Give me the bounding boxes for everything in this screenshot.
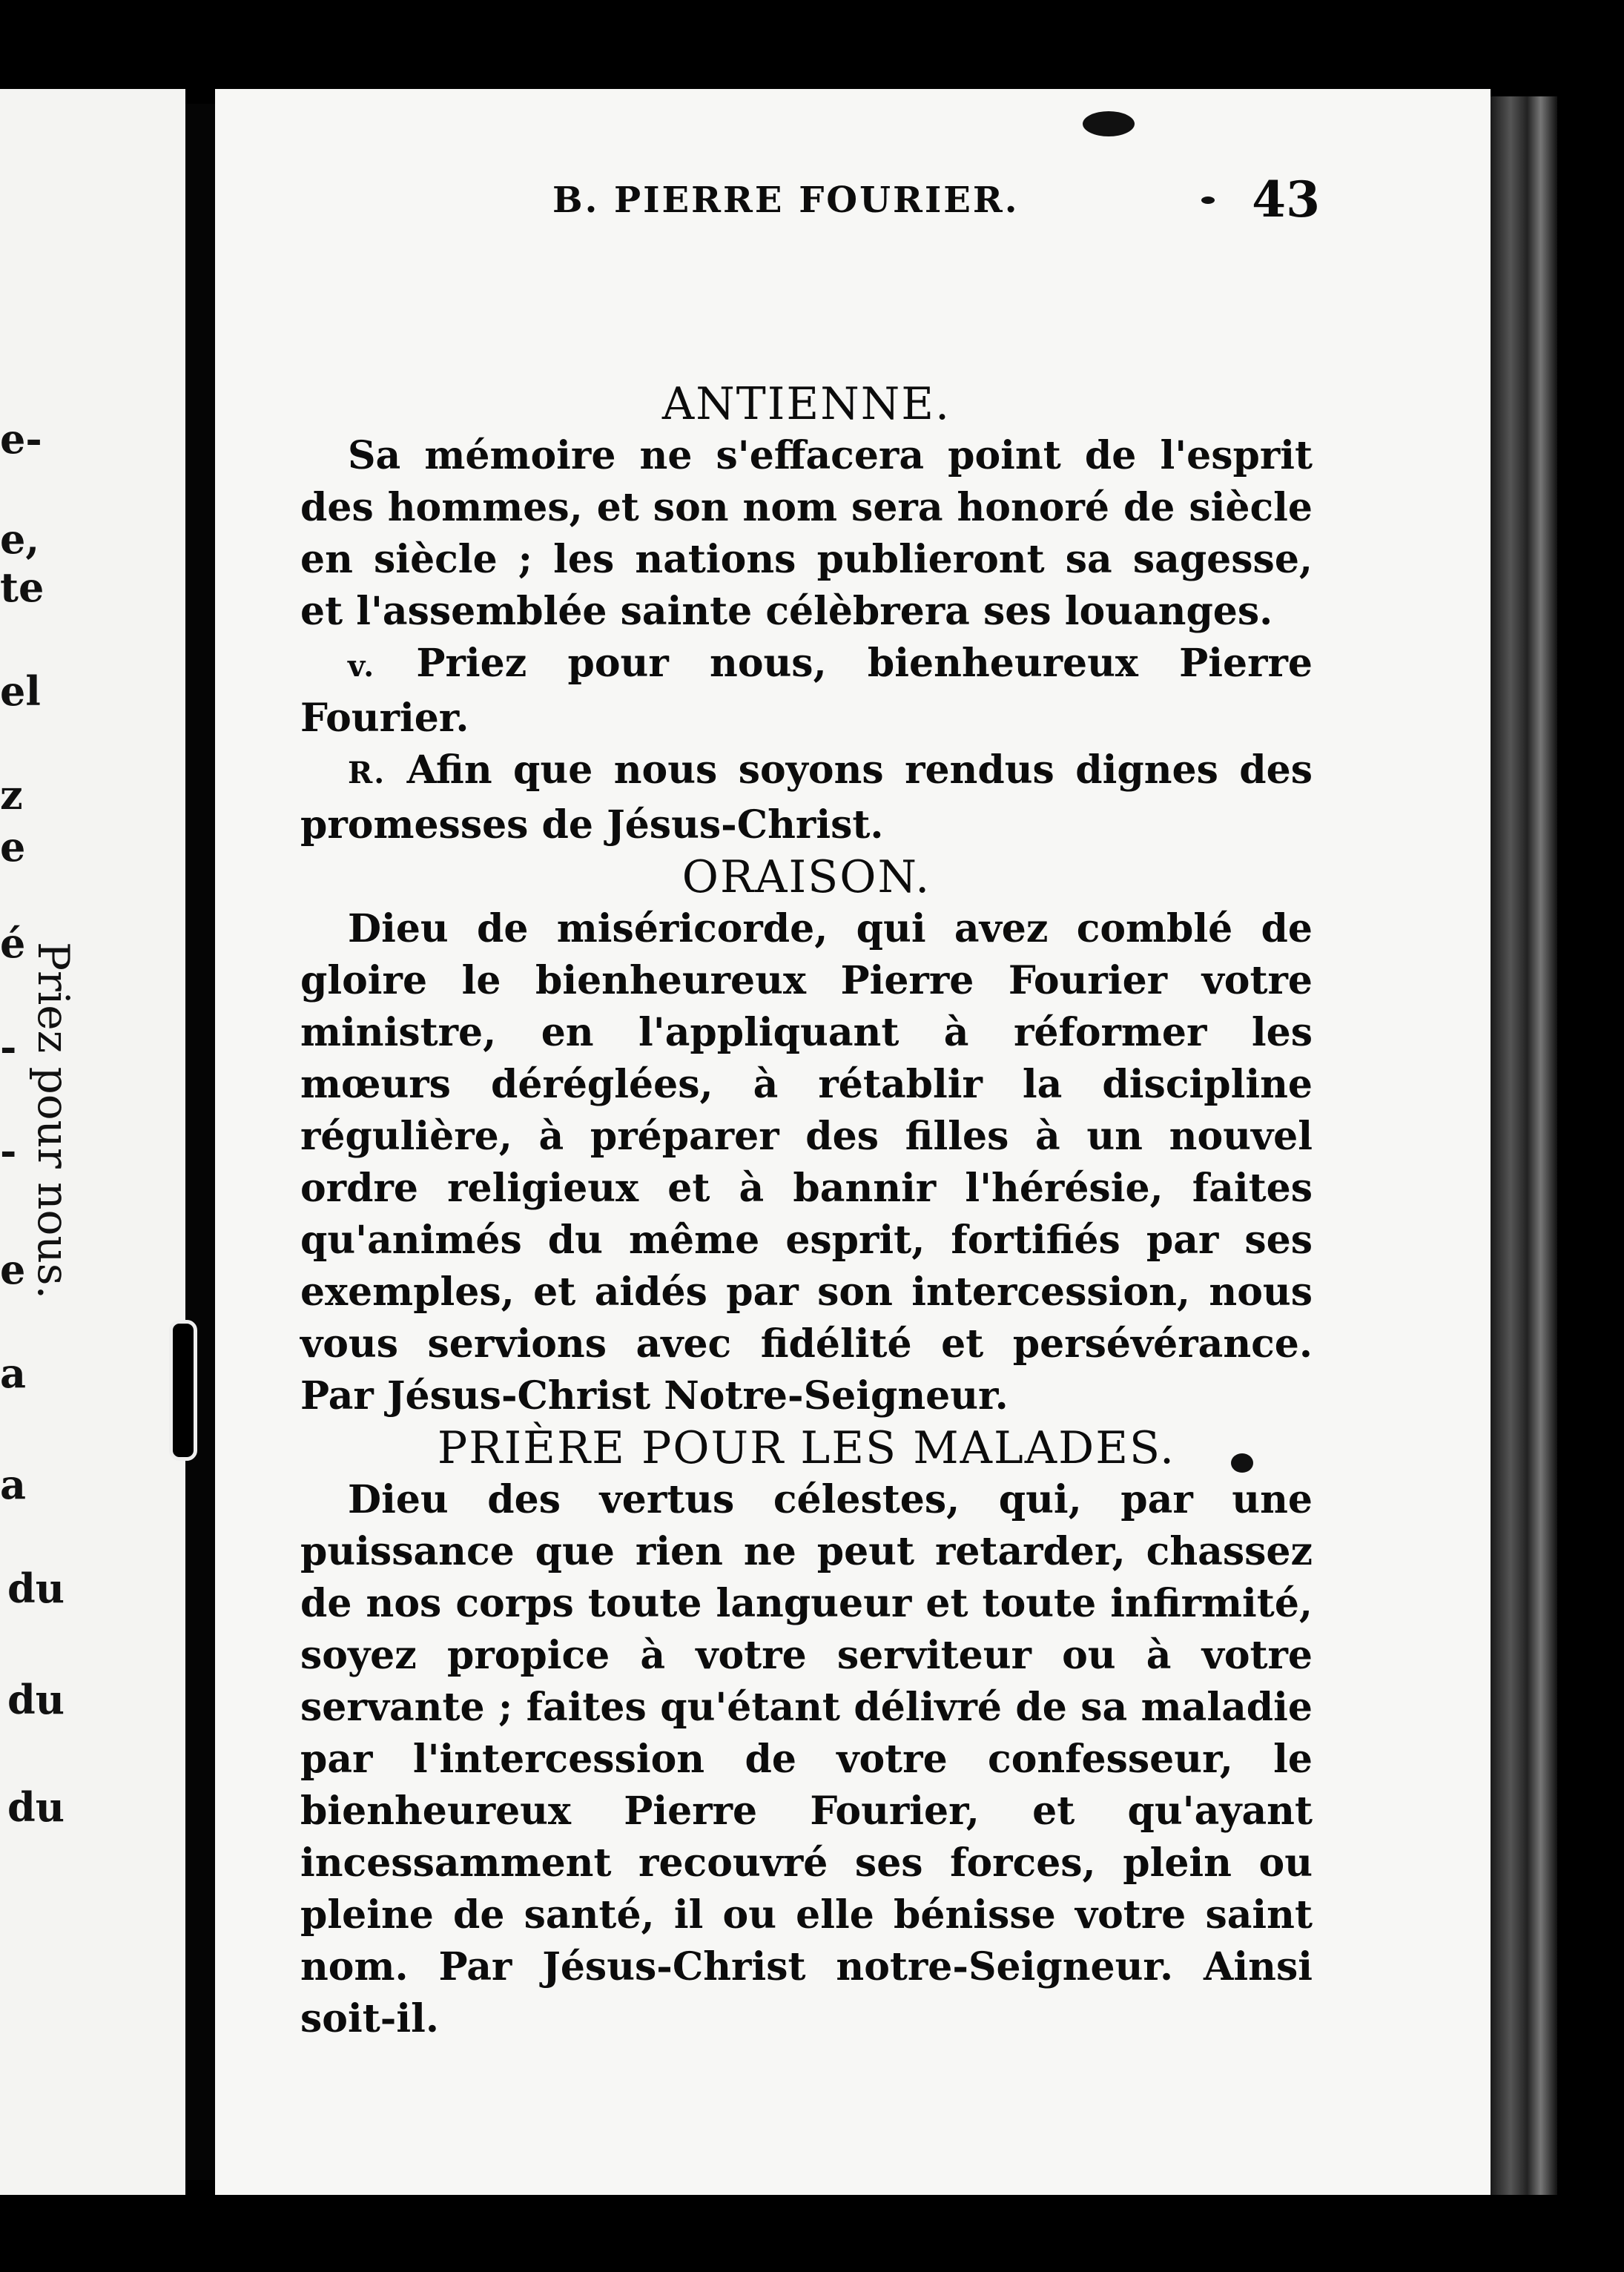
oraison-text: Dieu de miséricorde, qui avez comblé de gloire le bienheureux Pierre Fourier votre ministre, en l'appliquant à réformer les mœurs déréglées, à rétablir la discipline régulière, à préparer des filles à un nouvel ordre religieux et à bannir l'hérésie, faites qu'animés du même esprit, fortifiés par ses exemples, et aidés par son intercession, nous vous servions avec fidélité et persévérance. Par Jésus-Christ Notre-Seigneur.	[300, 906, 1313, 1419]
left-line-fragment: é	[0, 919, 26, 967]
versicle	[300, 638, 1313, 744]
left-line-fragment: du	[7, 1676, 65, 1723]
left-line-fragment: te	[0, 564, 44, 611]
left-line-fragment: a	[0, 1461, 26, 1508]
priere-text: Dieu des vertus célestes, qui, par une puissance que rien ne peut retarder, chassez de nos corps toute langueur et toute infirmité, soyez propice à votre serviteur ou à votre servante ; faites qu'étant délivré de sa maladie par l'intercession de votre confesseur, le bienheureux Pierre Fourier, et qu'ayant incessamment recouvré ses forces, plein ou pleine de santé, il ou elle bénisse votre saint nom. Par Jésus-Christ notre-Seigneur. Ainsi soit-il.	[300, 1477, 1313, 2041]
antienne-text: Sa mémoire ne s'effacera point de l'esprit des hommes, et son nom sera honoré de siècle en siècle ; les nations publieront sa sagesse, et l'assemblée sainte célèbrera ses louanges.	[300, 433, 1313, 634]
left-facing-page	[0, 89, 185, 2195]
running-title: B. PIERRE FOURIER.	[552, 179, 1020, 221]
left-line-fragment: e	[0, 1246, 26, 1293]
oraison-heading: ORAISON.	[681, 851, 931, 903]
left-line-fragment: -	[0, 1023, 17, 1071]
vertical-caption: Priez pour nous.	[28, 942, 79, 1300]
response	[300, 744, 1313, 851]
ink-blot	[1083, 111, 1135, 136]
left-line-fragment: z	[0, 771, 23, 819]
left-line-fragment: du	[7, 1565, 65, 1612]
response-text: Afin que nous soyons rendus dignes des promesses de Jésus-Christ.	[300, 747, 1313, 848]
left-line-fragment: el	[0, 667, 41, 715]
left-line-fragment: du	[7, 1783, 65, 1831]
page-number: 43	[1252, 171, 1320, 228]
left-line-fragment: e	[0, 823, 26, 871]
response-mark: R.	[348, 756, 386, 790]
left-line-fragment: -	[0, 1127, 17, 1175]
versicle-mark: v.	[348, 649, 376, 684]
ink-speck	[1231, 1453, 1253, 1473]
page-edges	[1491, 96, 1557, 2195]
versicle-text: Priez pour nous, bienheureux Pierre Fourier.	[300, 641, 1313, 741]
page-body	[300, 378, 1313, 2045]
left-line-fragment: e,	[0, 515, 40, 563]
left-line-fragment: a	[0, 1350, 26, 1397]
left-line-fragment: e-	[0, 415, 42, 463]
ink-speck	[1201, 197, 1215, 204]
priere-heading: PRIÈRE POUR LES MALADES.	[437, 1422, 1176, 1474]
main-page	[215, 89, 1491, 2195]
antienne-heading: ANTIENNE.	[661, 378, 951, 430]
book-spine	[185, 104, 215, 2180]
page-curl	[169, 1320, 197, 1461]
